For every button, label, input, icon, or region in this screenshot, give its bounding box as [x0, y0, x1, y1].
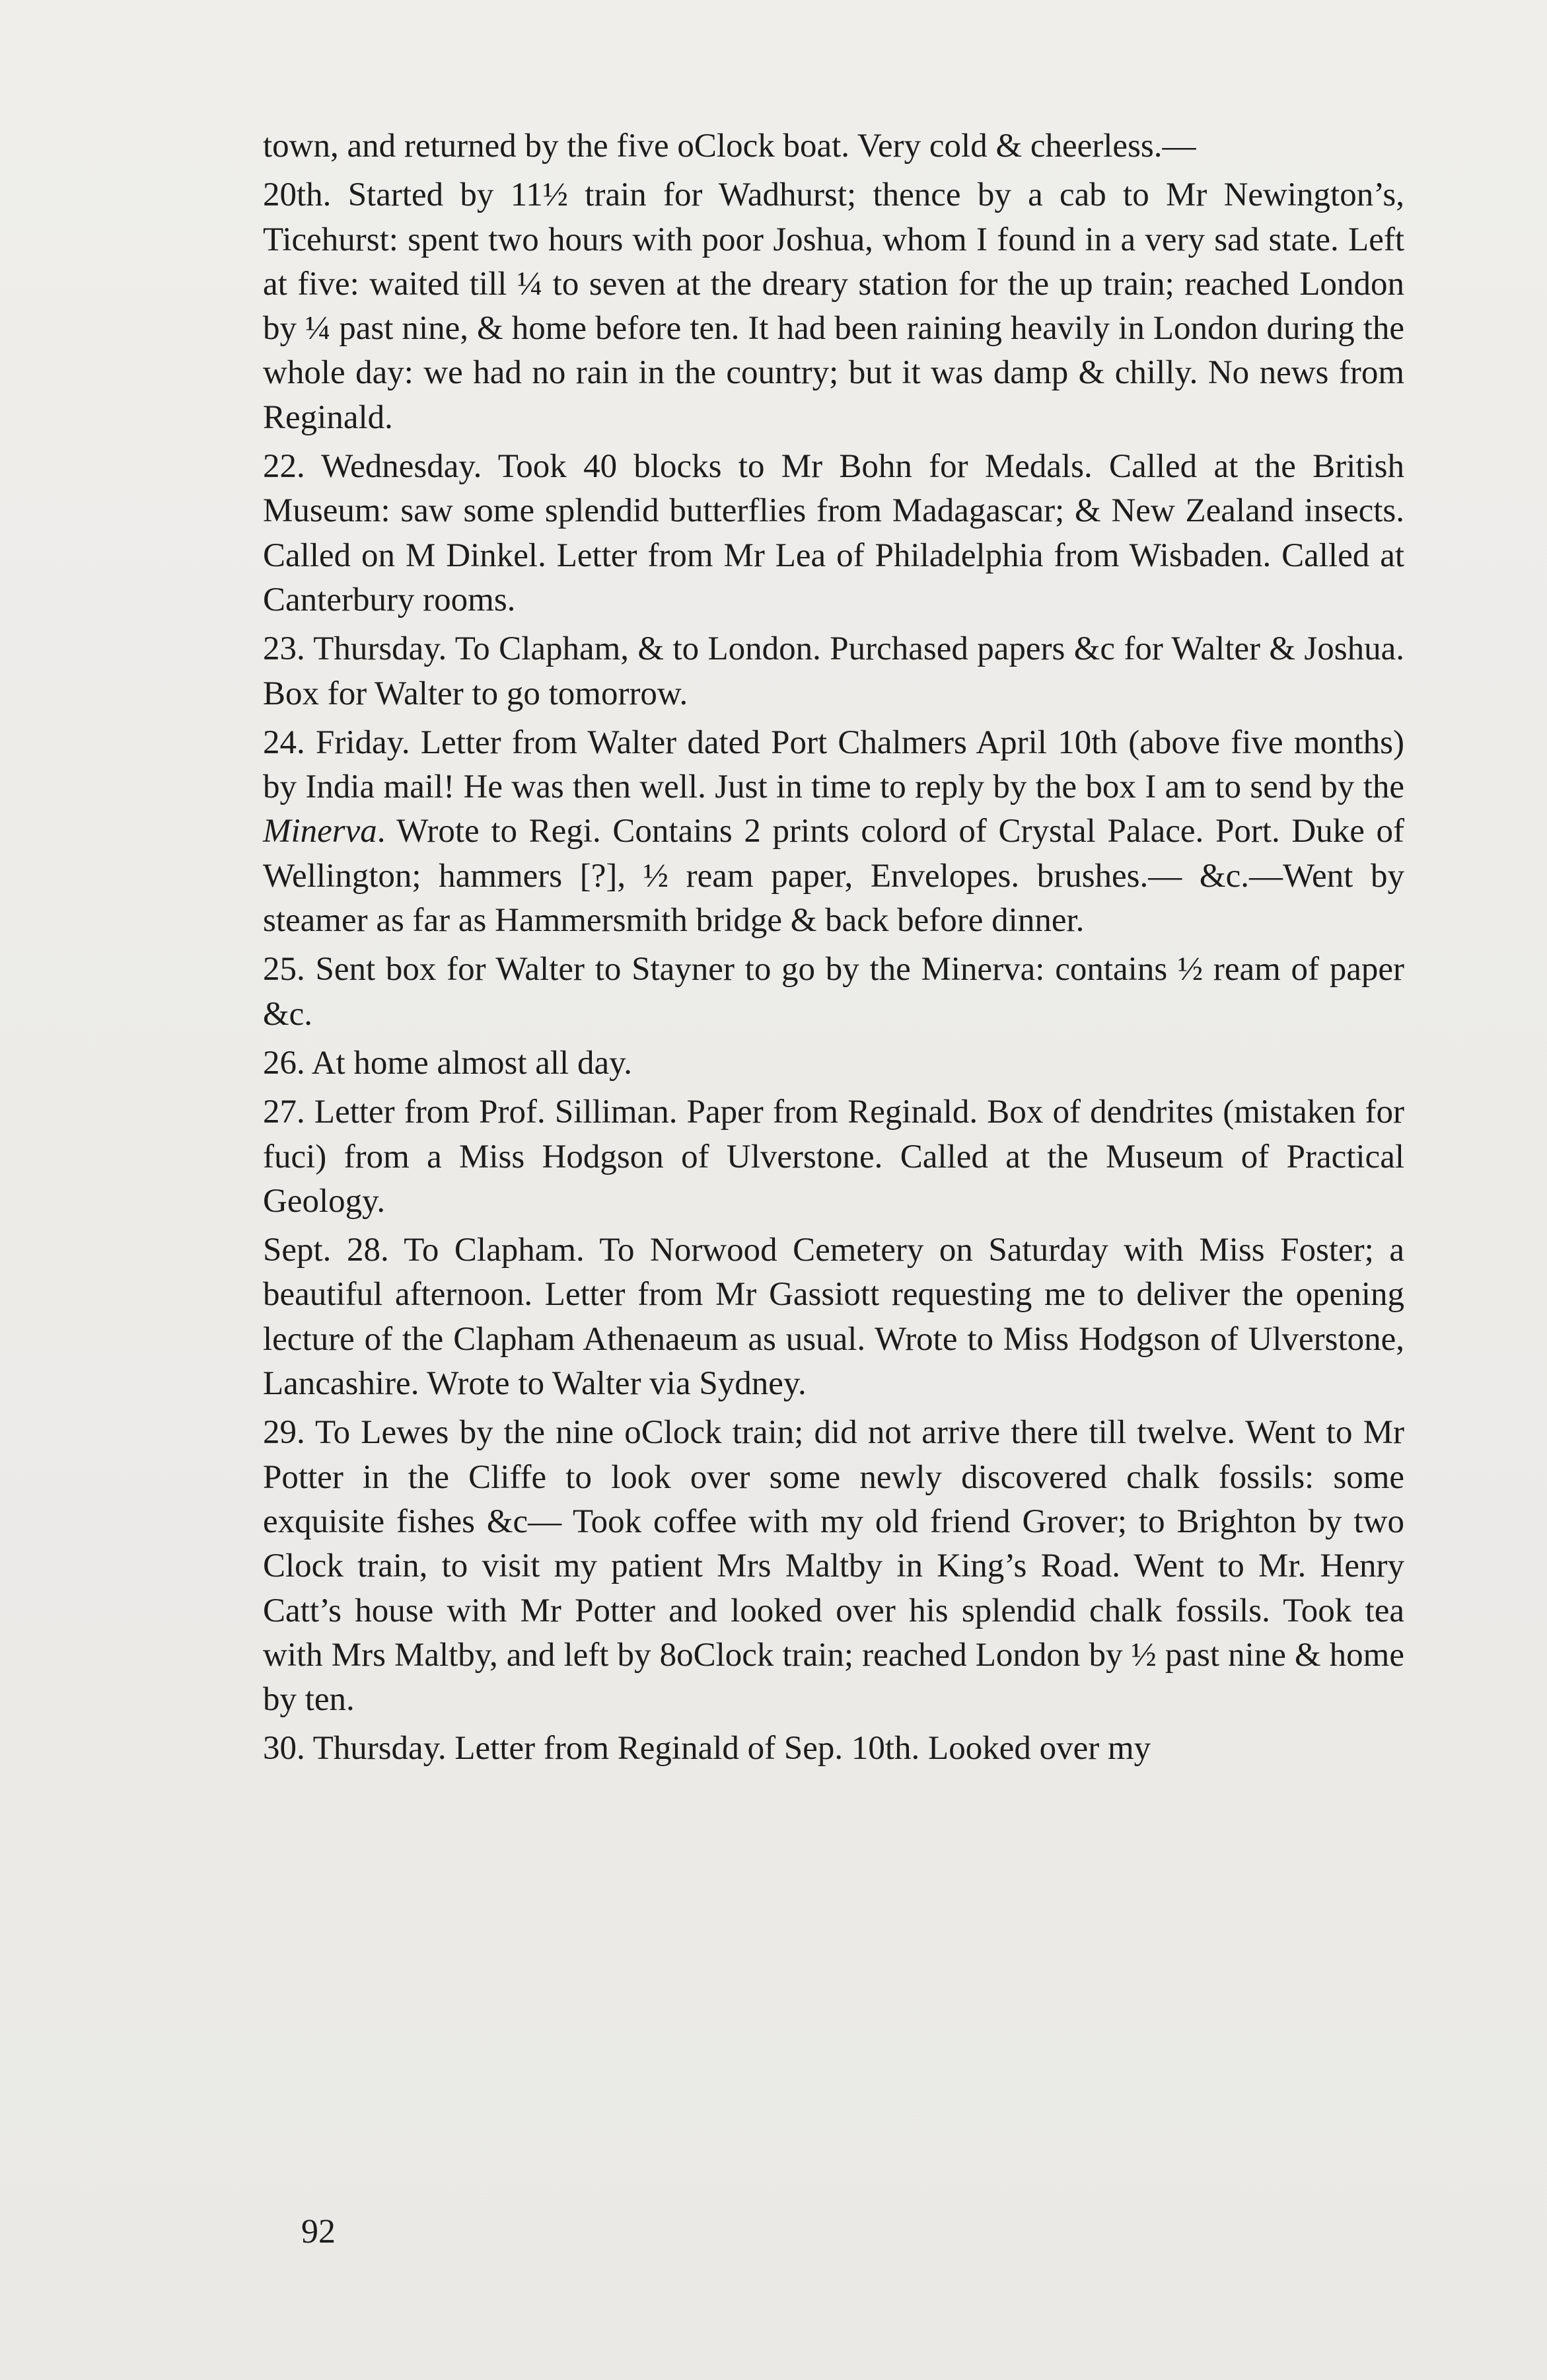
diary-entry-25: 25. Sent box for Walter to Stayner to go by the Minerva: contains ½ ream of paper &c.	[263, 951, 1404, 1033]
diary-entry-sept-28: Sept. 28. To Clapham. To Norwood Cemetery on Saturday with Miss Foster; a beautiful afternoon. Letter from Mr Gassiott requesting me to deliver the opening lecture of the Clapham Athenaeum as usual. Wrote to Miss Hodgson of Ulverstone, Lancashire. Wrote to Walter via Sydney.	[263, 1232, 1404, 1403]
diary-entry-30: 30. Thursday. Letter from Reginald of Sep. 10th. Looked over my	[263, 1730, 1151, 1767]
diary-entry-continuation: town, and returned by the five oClock boat. Very cold & cheerless.—	[263, 128, 1196, 165]
diary-entry-22: 22. Wednesday. Took 40 blocks to Mr Bohn for Medals. Called at the British Museum: saw some splendid butterflies from Madagascar; & New Zealand insects. Called on M Dinkel. Letter from Mr Lea of Philadelphia from Wisbaden. Called at Canterbury rooms.	[263, 448, 1404, 618]
diary-entry-23: 23. Thursday. To Clapham, & to London. Purchased papers &c for Walter & Joshua. Box for Walter to go tomorrow.	[263, 630, 1404, 712]
diary-entry-26: 26. At home almost all day.	[263, 1044, 633, 1082]
diary-entry-27: 27. Letter from Prof. Silliman. Paper from Reginald. Box of dendrites (mistaken for fuci) from a Miss Hodgson of Ulverstone. Called at the Museum of Practical Geology.	[263, 1094, 1404, 1220]
diary-entry-20th: 20th. Started by 11½ train for Wadhurst; thence by a cab to Mr Newington’s, Ticehurst: spent two hours with poor Joshua, whom I found in a very sad state. Left at five: waited till ¼ to seven at the dreary station for the up train; reached London by ¼ past nine, & home before ten. It had been raining heavily in London during the whole day: we had no rain in the country; but it was damp & chilly. No news from Reginald.	[263, 176, 1404, 436]
diary-entry-29: 29. To Lewes by the nine oClock train; did not arrive there till twelve. Went to Mr Potter in the Cliffe to look over some newly discovered chalk fossils: some exquisite fishes &c— Took coffee with my old friend Grover; to Brighton by two Clock train, to visit my patient Mrs Maltby in King’s Road. Went to Mr. Henry Catt’s house with Mr Potter and looked over his splendid chalk fossils. Took tea with Mrs Maltby, and left by 8oClock train; reached London by ½ past nine & home by ten.	[263, 1414, 1404, 1719]
diary-entry-24	[263, 721, 1404, 943]
diary-entry-24-text-after: . Wrote to Regi. Contains 2 prints colord of Crystal Palace. Port. Duke of Wellington; hammers [?], ½ ream paper, Envelopes. brushes.— &c.—Went by steamer as far as Hammersmith bridge & back before dinner.	[263, 813, 1404, 940]
ship-name-minerva: Minerva	[263, 813, 377, 850]
diary-text	[263, 124, 1404, 1776]
diary-entry-24-text-before: 24. Friday. Letter from Walter dated Port Chalmers April 10th (above five months) by India mail! He was then well. Just in time to reply by the box I am to send by the	[263, 724, 1404, 806]
page-number: 92	[301, 2213, 336, 2250]
